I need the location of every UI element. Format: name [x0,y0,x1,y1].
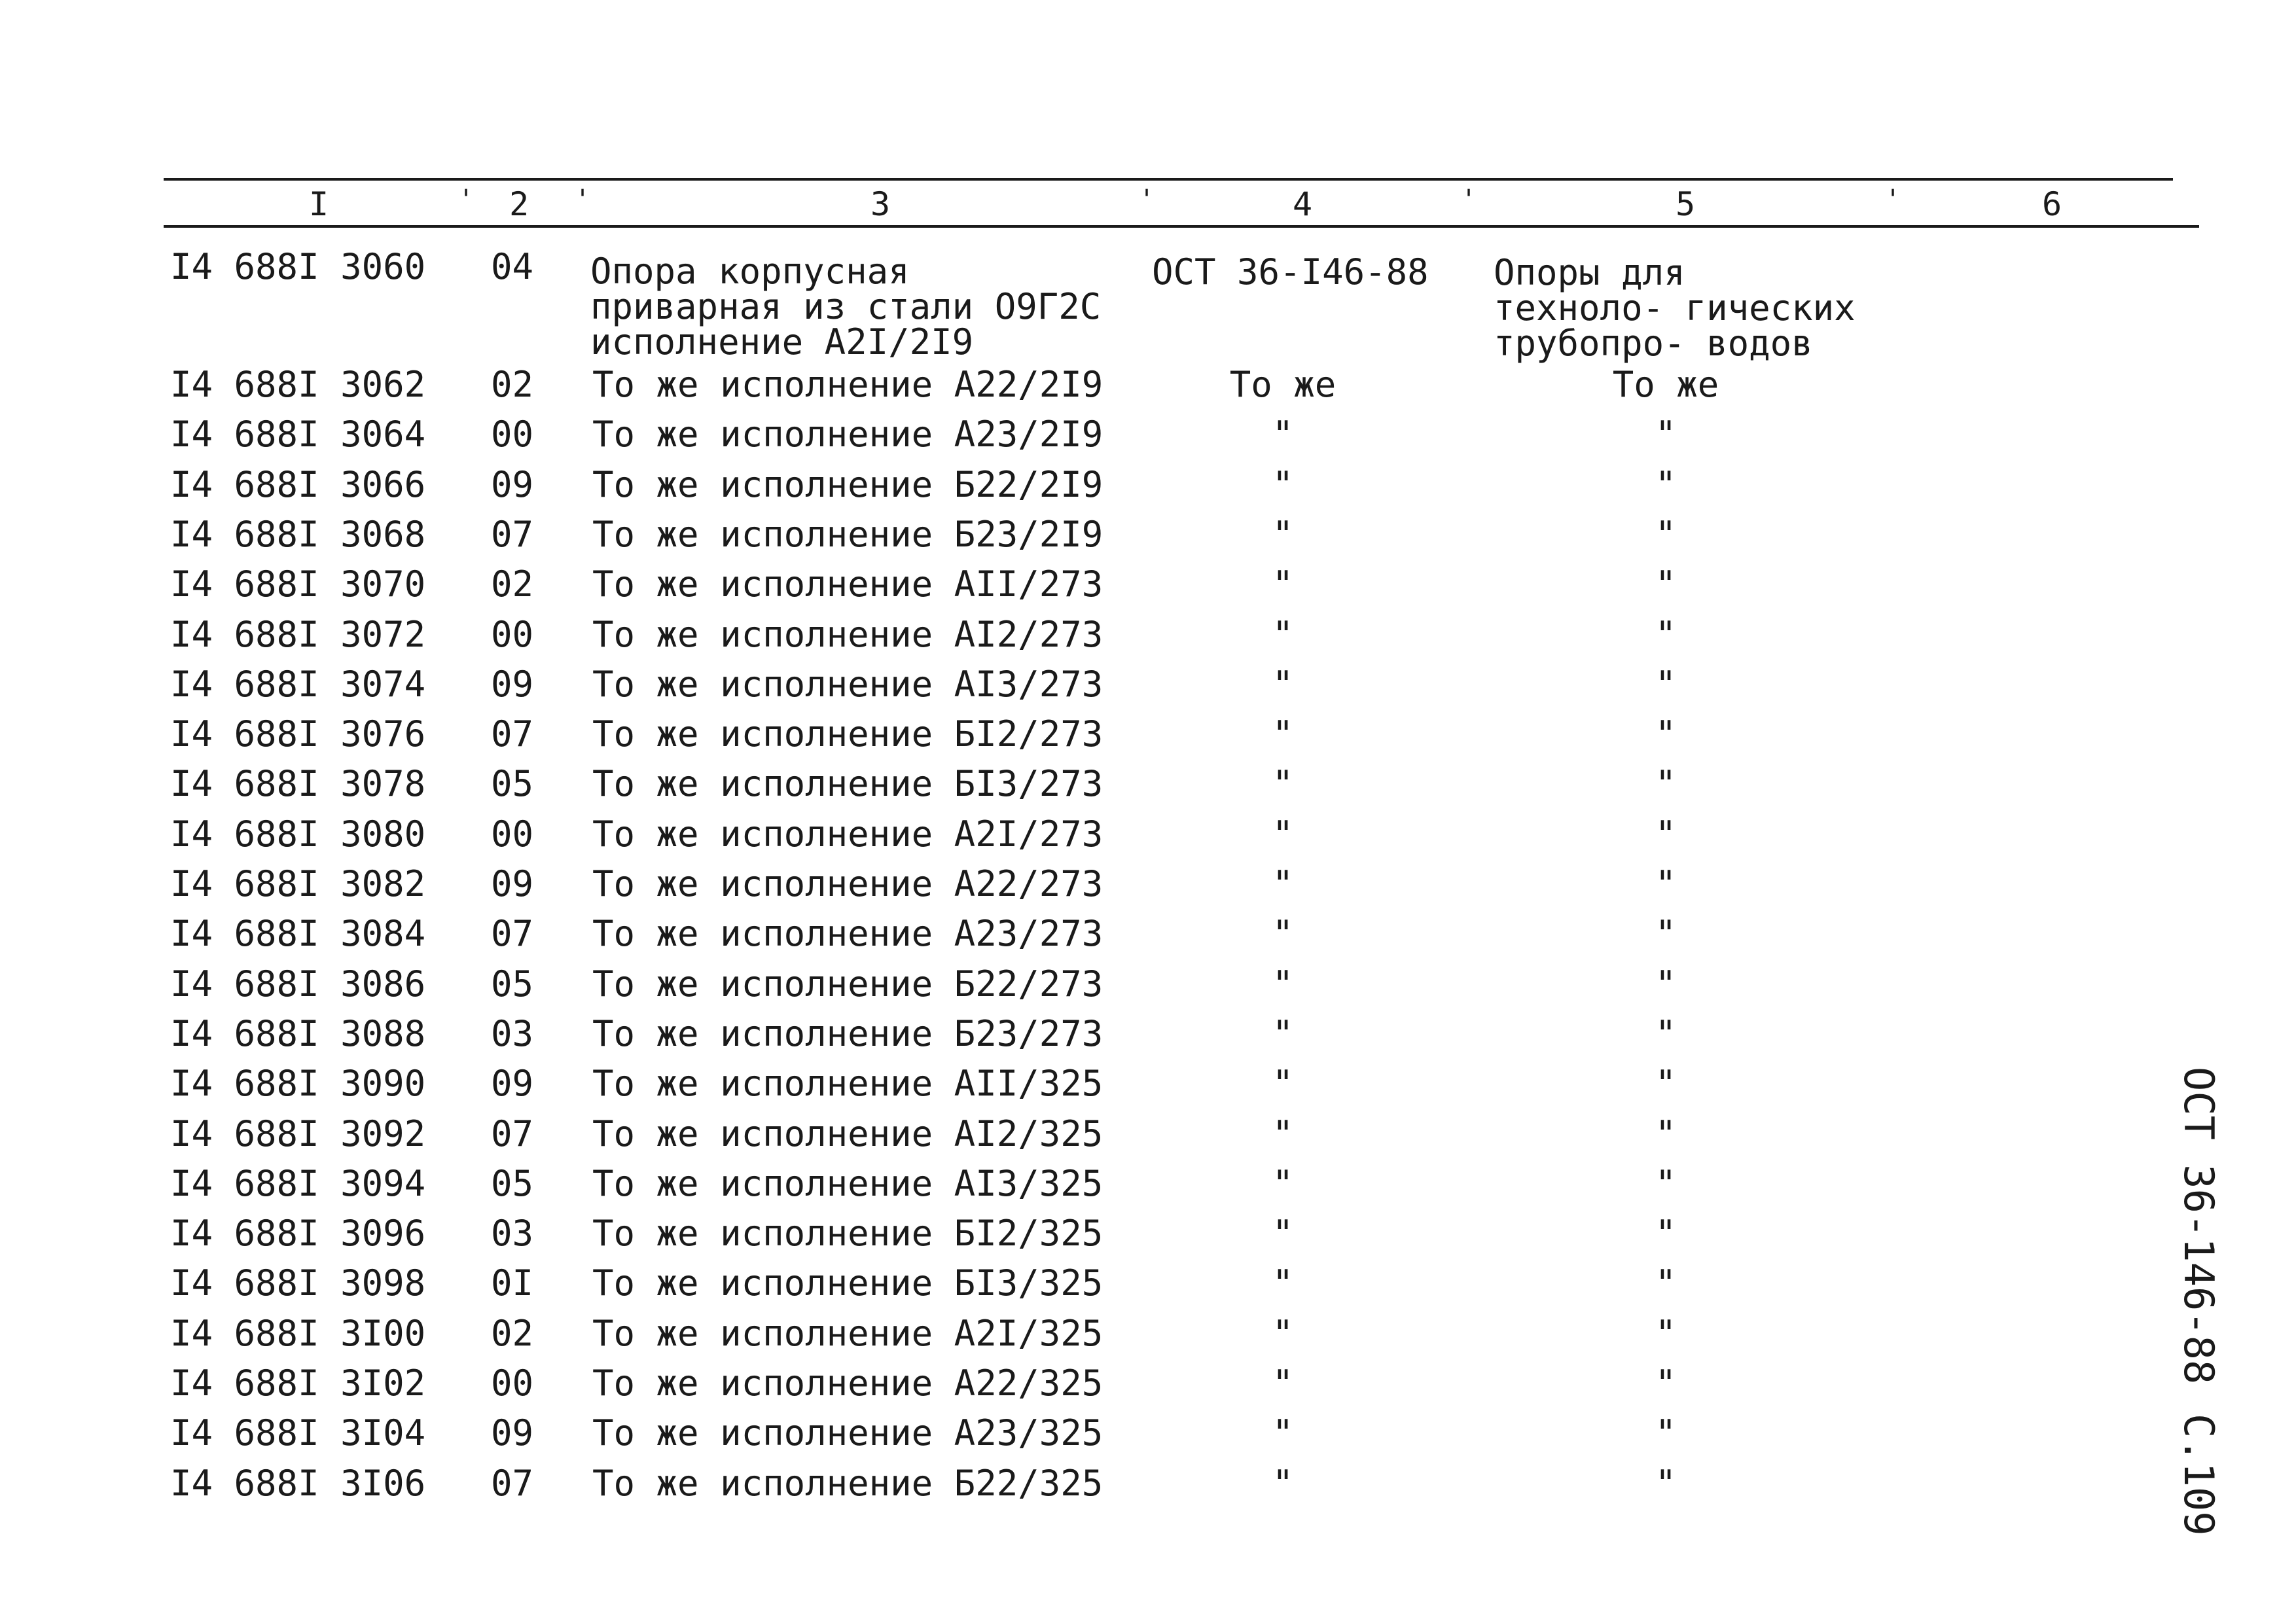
item-name: То же исполнение Б22/325 [592,1462,1103,1504]
product-group: " [1655,1012,1677,1054]
product-group: " [1655,813,1677,855]
product-group: " [1655,1113,1677,1154]
check-digits: 07 [491,1113,534,1154]
designation-code: I4 688I 3088 [170,1012,426,1054]
product-group: " [1655,763,1677,805]
standard-ref: " [1272,913,1294,955]
product-group: " [1655,563,1677,605]
item-name: Опора корпусная приварная из стали О9Г2С исполнение А2I/2I9 [590,251,1102,363]
designation-code: I4 688I 3I04 [170,1412,426,1454]
designation-code: I4 688I 3096 [170,1213,426,1255]
designation-code: I4 688I 3080 [170,813,426,855]
designation-code: I4 688I 3084 [170,913,426,955]
check-digits: 09 [491,663,534,705]
item-name: То же исполнение А2I/273 [592,813,1103,855]
check-digits: 04 [491,246,534,287]
product-group: " [1655,1363,1677,1404]
check-digits: 00 [491,813,534,855]
check-digits: 03 [491,1213,534,1255]
standard-ref: " [1272,1012,1294,1054]
designation-code: I4 688I 3062 [170,364,426,405]
standard-ref: " [1272,463,1294,505]
product-group: Опоры для техноло- гических трубопро- водов [1494,252,1856,364]
standard-ref: " [1272,963,1294,1005]
check-digits: 05 [491,963,534,1005]
check-digits: 07 [491,1462,534,1504]
standard-ref: " [1272,1262,1294,1304]
standard-ref: " [1272,663,1294,705]
standard-ref: " [1272,1162,1294,1204]
designation-code: I4 688I 3072 [170,613,426,655]
designation-code: I4 688I 3I02 [170,1363,426,1404]
product-group: " [1655,414,1677,455]
item-name: То же исполнение БI2/273 [592,713,1103,755]
designation-code: I4 688I 3090 [170,1063,426,1105]
product-group: " [1655,1312,1677,1354]
item-name: То же исполнение БI3/325 [592,1262,1103,1304]
item-name: То же исполнение АI3/325 [592,1162,1103,1204]
col-header-4: 4 [1293,185,1313,223]
check-digits: 00 [491,613,534,655]
item-name: То же исполнение БI3/273 [592,763,1103,805]
designation-code: I4 688I 3I06 [170,1462,426,1504]
col-separator: ' [1885,185,1901,215]
check-digits: 07 [491,513,534,555]
col-header-6: 6 [2042,185,2062,223]
item-name: То же исполнение АII/273 [592,563,1103,605]
designation-code: I4 688I 3078 [170,763,426,805]
product-group: " [1655,1262,1677,1304]
item-name: То же исполнение АII/325 [592,1063,1103,1105]
designation-code: I4 688I 3082 [170,863,426,904]
product-group: " [1655,963,1677,1005]
designation-code: I4 688I 3064 [170,414,426,455]
standard-ref: " [1272,813,1294,855]
check-digits: 05 [491,1162,534,1204]
item-name: То же исполнение А22/325 [592,1363,1103,1404]
margin-page-number: С.109 [2175,1414,2223,1536]
check-digits: 07 [491,713,534,755]
product-group: " [1655,663,1677,705]
col-header-1: I [309,185,329,223]
check-digits: 02 [491,563,534,605]
designation-code: I4 688I 3074 [170,663,426,705]
check-digits: 09 [491,863,534,904]
product-group: То же [1612,364,1719,405]
designation-code: I4 688I 3I00 [170,1312,426,1354]
check-digits: 05 [491,763,534,805]
product-group: " [1655,1162,1677,1204]
item-name: То же исполнение А22/273 [592,863,1103,904]
check-digits: 09 [491,1063,534,1105]
col-header-2: 2 [509,185,529,223]
item-name: То же исполнение Б22/273 [592,963,1103,1005]
standard-ref: " [1272,1462,1294,1504]
product-group: " [1655,1063,1677,1105]
standard-ref: " [1272,513,1294,555]
item-name: То же исполнение А22/2I9 [592,364,1103,405]
designation-code: I4 688I 3068 [170,513,426,555]
item-name: То же исполнение Б23/2I9 [592,513,1103,555]
designation-code: I4 688I 3060 [170,246,426,287]
standard-ref: " [1272,613,1294,655]
product-group: " [1655,613,1677,655]
col-separator: ' [1461,185,1477,215]
product-group: " [1655,863,1677,904]
check-digits: 02 [491,364,534,405]
standard-ref: " [1272,1213,1294,1255]
check-digits: 03 [491,1012,534,1054]
item-name: То же исполнение А23/273 [592,913,1103,955]
check-digits: 02 [491,1312,534,1354]
col-separator: ' [575,185,591,215]
product-group: " [1655,463,1677,505]
check-digits: 07 [491,913,534,955]
standard-ref: " [1272,763,1294,805]
col-separator: ' [458,185,475,215]
item-name: То же исполнение А23/325 [592,1412,1103,1454]
designation-code: I4 688I 3086 [170,963,426,1005]
check-digits: 09 [491,1412,534,1454]
item-name: То же исполнение Б23/273 [592,1012,1103,1054]
standard-ref: " [1272,713,1294,755]
standard-ref: " [1272,1312,1294,1354]
designation-code: I4 688I 3092 [170,1113,426,1154]
rule-top [164,178,2173,181]
designation-code: I4 688I 3076 [170,713,426,755]
item-name: То же исполнение БI2/325 [592,1213,1103,1255]
product-group: " [1655,1412,1677,1454]
margin-doc-code: ОСТ 36-146-88 [2175,1067,2223,1385]
item-name: То же исполнение А2I/325 [592,1312,1103,1354]
product-group: " [1655,713,1677,755]
item-name: То же исполнение АI3/273 [592,663,1103,705]
item-name: То же исполнение Б22/2I9 [592,463,1103,505]
rule-mid [164,225,2199,228]
standard-ref: " [1272,1412,1294,1454]
product-group: " [1655,513,1677,555]
standard-ref: " [1272,1363,1294,1404]
product-group: " [1655,913,1677,955]
designation-code: I4 688I 3070 [170,563,426,605]
col-separator: ' [1139,185,1155,215]
item-name: То же исполнение А23/2I9 [592,414,1103,455]
standard-ref: " [1272,863,1294,904]
standard-ref: " [1272,1063,1294,1105]
standard-ref: " [1272,563,1294,605]
standard-ref: ОСТ 36-I46-88 [1152,251,1429,293]
standard-ref: " [1272,1113,1294,1154]
item-name: То же исполнение АI2/325 [592,1113,1103,1154]
designation-code: I4 688I 3098 [170,1262,426,1304]
item-name: То же исполнение АI2/273 [592,613,1103,655]
standard-ref: То же [1229,364,1336,405]
check-digits: 00 [491,1363,534,1404]
product-group: " [1655,1213,1677,1255]
designation-code: I4 688I 3094 [170,1162,426,1204]
check-digits: 0I [491,1262,534,1304]
col-header-3: 3 [870,185,891,223]
check-digits: 00 [491,414,534,455]
designation-code: I4 688I 3066 [170,463,426,505]
check-digits: 09 [491,463,534,505]
standard-ref: " [1272,414,1294,455]
col-header-5: 5 [1676,185,1696,223]
product-group: " [1655,1462,1677,1504]
